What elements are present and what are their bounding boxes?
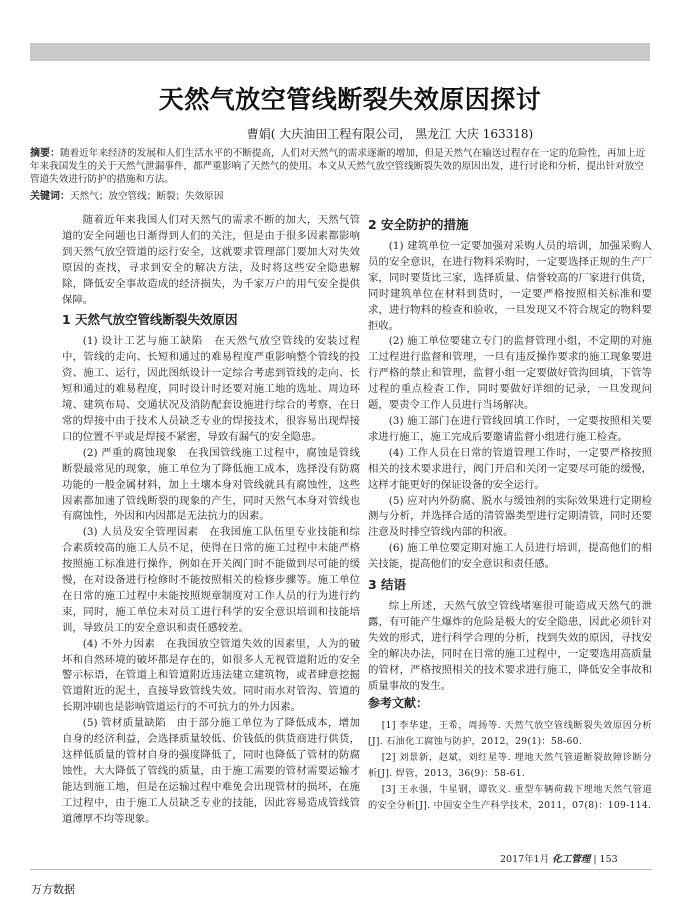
- section-3-heading: 3 结语: [368, 577, 407, 593]
- section-2-heading: 2 安全防护的措施: [368, 217, 469, 232]
- author-line: 曹娟( 大庆油田工程有限公司， 黑龙江 大庆 163318): [246, 127, 534, 141]
- abstract: [30, 147, 650, 186]
- header-bar: [30, 43, 650, 61]
- page-number: 153: [599, 854, 618, 865]
- right-column: [368, 213, 652, 814]
- section-1-heading: 1 天然气放空管线断裂失效原因: [62, 312, 238, 328]
- section-2-paragraph-4: (4) 工作人员在日常的管道管理工作时，一定要严格按照相关的技术要求进行，阀门开启和关闭一定要尽可能的缓慢，这样才能更好的保证设备的安全运行。: [368, 446, 652, 491]
- wanfang-watermark: 万方数据: [31, 883, 75, 896]
- keywords-text: 天然气；放空管线；断裂；失效原因: [70, 191, 224, 202]
- references-heading: 参考文献：: [368, 696, 429, 711]
- section-2-paragraph-2: (2) 施工单位要建立专门的监督管理小组，不定期的对施工过程进行监督和管理，一旦有违反操作要求的施工现象要进行严格的禁止和管理，监督小组一定要做好管沟回填，下管等过程的重点检查工作，同时要做好详细的记录，一旦发现问题，要责令工作人员进行当场解决。: [368, 335, 652, 412]
- footer-separator: |: [593, 854, 597, 865]
- keywords: [30, 187, 650, 202]
- abstract-text: 随着近年来经济的发展和人们生活水平的不断提高，人们对天然气的需求逐渐的增加，但是天然气在输送过程存在一定的危险性，再加上近年来我国发生的关于天然气泄漏事件，都严重影响了天然气的使用。本文从天然气放空管线断裂失效的原因出发，进行讨论和分析，提出针对放空管道失效进行防护的措施和方法。: [30, 148, 646, 185]
- article-title: 天然气放空管线断裂失效原因探讨: [158, 85, 542, 114]
- section-2-paragraph-6: (6) 施工单位要定期对施工人员进行培训，提高他们的相关技能，提高他们的安全意识和责任感。: [368, 542, 652, 571]
- magazine-name: 化工管理: [552, 854, 591, 865]
- section-1-paragraph-2: (2) 严重的腐蚀现象 在我国管线施工过程中，腐蚀是管线断裂最常见的现象，施工单位为了降低施工成本，选择没有防腐功能的一般金属材料，加上土壤本身对管线就具有腐蚀性，这些因素都加速了管线断裂的现象的产生，同时天然气本身对管线也有腐蚀性，外因和内因都是无法抗力的因素。: [62, 446, 360, 523]
- section-1-paragraph-1: (1) 设计工艺与施工缺陷 在天然气放空管线的安装过程中，管线的走向、长短和通过的难易程度严重影响整个管线的投资、施工、运行，因此图纸设计一定综合考虑到管线的走向、长短和通过的难易程度，同时设计时还要对施工地的选址、周边环境、建筑布局、交通状况及消防配套设施进行综合的考察，在日常的焊接中由于技术人员缺乏专业的焊接技术，很容易出现焊接口的位置不平或是焊接不紧密，导致有漏气的安全隐患。: [62, 335, 360, 443]
- intro-paragraph: 随着近年来我国人们对天然气的需求不断的加大，天然气管道的安全问题也日渐得到人们的关注，但是由于很多因素都影响到天然气放空管道的运行安全，这就要求管理部门要加大对失效原因的查找，寻求到安全的解决方法，及时将这些安全隐患解除，降低安全事故造成的经济损失，为千家万户的用气安全提供保障。: [62, 214, 360, 306]
- left-column: [62, 213, 360, 828]
- abstract-label: 摘要：: [30, 148, 60, 159]
- keywords-label: 关键词：: [30, 191, 70, 202]
- section-2-paragraph-5: (5) 应对内外防腐、脱水与缓蚀剂的实际效果进行定期检测与分析，并选择合适的清管器类型进行定期清管，同时还要注意及时排空管线内部的积液。: [368, 494, 652, 539]
- issue-date: 2017年1月: [500, 854, 550, 865]
- section-1-paragraph-3: (3) 人员及安全管理因素 在我国施工队伍里专业技能和综合素质较高的施工人员不足，使得在日常的施工过程中未能严格按照施工标准进行操作，例如在开关阀门时不能做到尽可能的缓慢，在对设备进行检修时不能按照相关的检修步骤等。施工单位在日常的施工过程中未能按照规章制度对工作人员的行为进行约束，同时，施工单位未对员工进行科学的安全意识培训和技能培训，导致员工的安全意识和责任感较差。: [62, 526, 360, 634]
- reference-item: [3] 王永强，牛星钢，谭钦义. 重型车辆荷载下埋地天然气管道的安全分析[J]. 中国安全生产科学技术，2011，07(8)：109-114.: [368, 784, 652, 812]
- reference-item: [1] 李华建，王希，周扬等. 天然气放空管线断裂失效原因分析[J]. 石油化工腐蚀与防护，2012，29(1)：58-60.: [368, 720, 652, 748]
- footer-divider: [30, 869, 652, 870]
- conclusion-paragraph: 综上所述，天然气放空管线堵塞很可能造成天然气的泄露，有可能产生爆炸的危险是极大的安全隐患，因此必须针对失效的形式，进行科学合理的分析，找到失效的原因，寻找安全的解决办法，同时在日常的施工过程中，一定要选用高质量的管材，严格按照相关的技术要求进行施工，降低安全事故和质量事故的发生。: [368, 600, 652, 692]
- references-list: [368, 718, 652, 814]
- reference-item: [2] 刘景新，赵斌，刘红星等. 埋地天然气管道断裂故障诊断分析[J]. 焊管，2013，36(9)：58-61.: [368, 752, 652, 780]
- section-1-paragraph-4: (4) 不外力因素 在我国放空管道失效的因素里，人为的破坏和自然环境的破坏都是存在的，如很多人无视管道附近的安全警示标语，在管道上和管道附近违法建立建筑物，或者肆意挖掘管道附近的泥土，直接导致管线失效。同时雨水对管沟、管道的长期冲刷也是影响管道运行的不可抗力的外力因素。: [62, 637, 360, 714]
- section-2-paragraph-3: (3) 施工部门在进行管线回填工作时，一定要按照相关要求进行施工，施工完成后要邀请监督小组进行施工检查。: [368, 414, 652, 443]
- page-footer: [500, 851, 618, 865]
- section-1-paragraph-5: (5) 管材质量缺陷 由于部分施工单位为了降低成本，增加自身的经济利益，会选择质量较低、价钱低的供货商进行供货，这样低质量的管材自身的强度降低了，同时也降低了管材的防腐蚀性，大大降低了管线的质量，由于施工需要的管材需要运输才能达到施工地，但是在运输过程中难免会出现管材的损坏，在施工过程中，由于施工人员缺乏专业的技能，因此容易造成管线管道薄厚不均等现象。: [62, 717, 360, 825]
- section-2-paragraph-1: (1) 建筑单位一定要加强对采购人员的培训，加强采购人员的安全意识，在进行物料采购时，一定要选择正规的生产厂家，同时要货比三家，选择质量、信誉较高的厂家进行供货，同时建筑单位在材料到货时，一定要严格按照相关标准和要求，进行物料的检查和验收，一旦发现又不符合规定的物料要拒收。: [368, 240, 652, 332]
